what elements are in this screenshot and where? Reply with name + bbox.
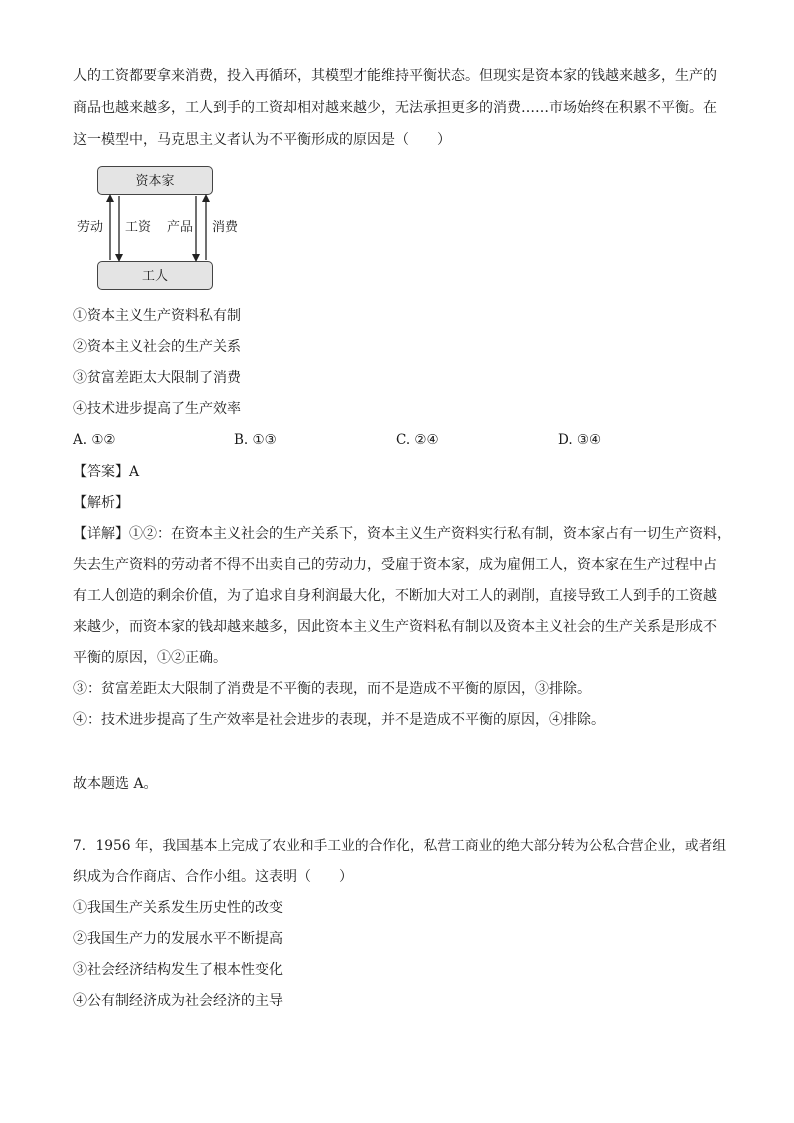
capitalist-label: 资本家 (135, 174, 175, 189)
detail-line-2: 失去生产资料的劳动者不得不出卖自己的劳动力，受雇于资本家，成为雇佣工人，资本家在生产过程中占 (73, 557, 717, 573)
q6-statement-1: ①资本主义生产资料私有制 (73, 308, 241, 324)
label-wage: 工资 (125, 220, 152, 235)
label-consumption: 消费 (212, 220, 239, 235)
conclusion: 故本题选 A。 (73, 776, 158, 792)
capital-worker-diagram (75, 163, 245, 293)
option-d: D. ③④ (558, 432, 602, 448)
detail-line-4: 来越少，而资本家的钱却越来越多，因此资本主义生产资料私有制以及资本主义社会的生产关系是形成不 (73, 619, 717, 635)
analysis-label: 【解析】 (73, 495, 129, 511)
q7-statement-3: ③社会经济结构发生了根本性变化 (73, 962, 283, 978)
q6-statement-4: ④技术进步提高了生产效率 (73, 401, 241, 417)
detail-line-1: 【详解】①②：在资本主义社会的生产关系下，资本主义生产资料实行私有制，资本家占有一切生产资料， (73, 526, 731, 542)
worker-label: 工人 (141, 269, 168, 284)
option-a: A. ①② (73, 432, 116, 448)
detail-line-5: 平衡的原因，①②正确。 (73, 650, 227, 666)
answer-value: A (129, 464, 140, 480)
option-c: C. ②④ (396, 432, 439, 448)
intro-line-2: 商品也越来越多，工人到手的工资却相对越来越少，无法承担更多的消费……市场始终在积累不平衡。在 (73, 100, 717, 116)
label-product: 产品 (167, 220, 194, 235)
q7-statement-1: ①我国生产关系发生历史性的改变 (73, 900, 283, 916)
detail-line-3: 有工人创造的剩余价值，为了追求自身利润最大化，不断加大对工人的剥削，直接导致工人到手的工资越 (73, 588, 717, 604)
label-labor: 劳动 (77, 220, 104, 235)
intro-line-3: 这一模型中，马克思主义者认为不平衡形成的原因是（ ） (73, 132, 451, 148)
q7-line-1: 7．1956 年，我国基本上完成了农业和手工业的合作化，私营工商业的绝大部分转为公私合营企业，或者组 (73, 838, 727, 854)
answer-line (73, 462, 733, 482)
q6-statement-2: ②资本主义社会的生产关系 (73, 339, 241, 355)
q7-statement-4: ④公有制经济成为社会经济的主导 (73, 993, 283, 1009)
answer-label: 【答案】 (73, 464, 129, 480)
detail-line-6: ③：贫富差距太大限制了消费是不平衡的表现，而不是造成不平衡的原因，③排除。 (73, 681, 591, 697)
detail-line-7: ④：技术进步提高了生产效率是社会进步的表现，并不是造成不平衡的原因，④排除。 (73, 712, 605, 728)
option-b: B. ①③ (234, 432, 277, 448)
q6-statement-3: ③贫富差距太大限制了消费 (73, 370, 241, 386)
q7-statement-2: ②我国生产力的发展水平不断提高 (73, 931, 283, 947)
q7-line-2: 织成为合作商店、合作小组。这表明（ ） (73, 869, 353, 885)
intro-line-1: 人的工资都要拿来消费，投入再循环，其模型才能维持平衡状态。但现实是资本家的钱越来越多，生产的 (73, 68, 717, 84)
